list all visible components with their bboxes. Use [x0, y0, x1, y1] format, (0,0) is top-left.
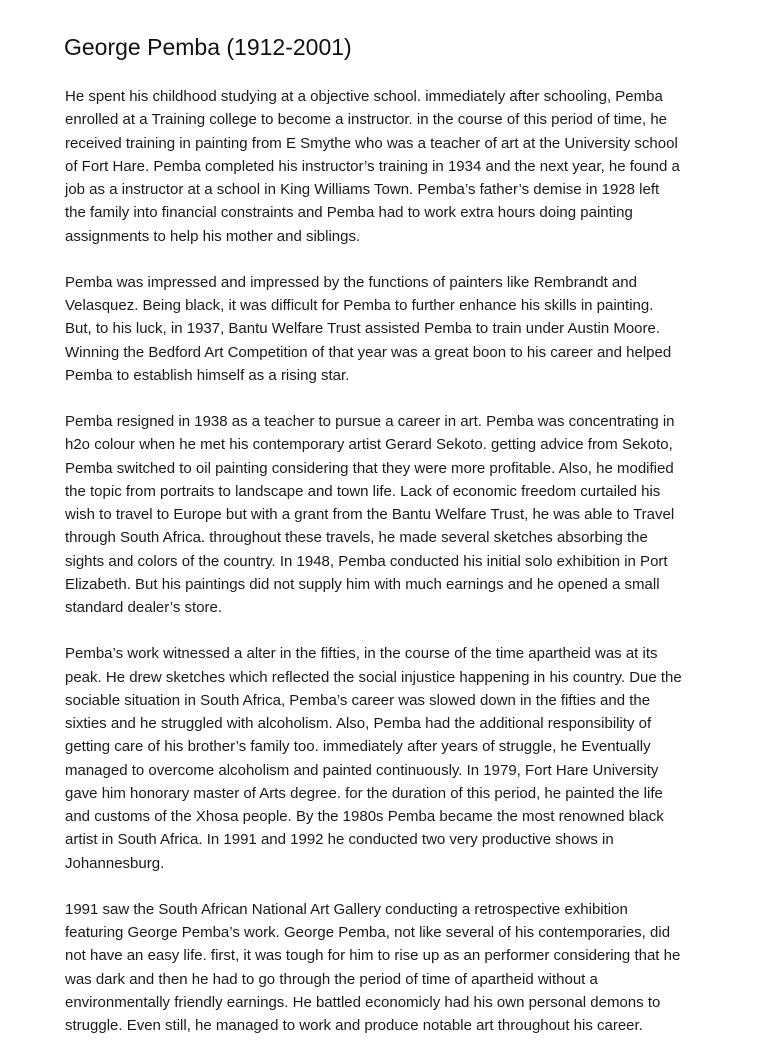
- text-line: wish to travel to Europe but with a grant from the Bantu Welfare Trust, he was able to Travel: [65, 506, 675, 523]
- text-line: sociable situation in South Africa, Pemba’s career was slowed down in the fifties and the: [65, 691, 651, 709]
- text-line: assignments to help his mother and siblings.: [65, 227, 361, 245]
- text-line: Pemba was impressed and impressed by the functions of painters like Rembrandt and: [65, 273, 637, 291]
- text-line: Pemba switched to oil painting considering that they were more profitable. Also, he modified: [65, 459, 674, 477]
- paragraph-3: [65, 410, 725, 619]
- text-line: was dark and then he had to go through the period of time of apartheid without a: [65, 970, 598, 988]
- text-line: sixties and he struggled with alcoholism. Also, Pemba had the additional responsibility of: [65, 715, 652, 732]
- text-line: 1991 saw the South African National Art Gallery conducting a retrospective exhibition: [65, 900, 628, 918]
- text-line: sights and colors of the country. In 1948, Pemba conducted his initial solo exhibition in Port: [65, 552, 668, 570]
- text-line: standard dealer’s store.: [65, 599, 223, 616]
- text-line: featuring George Pemba’s work. George Pemba, not like several of his contemporaries, did: [65, 924, 671, 941]
- text-line: gave him honorary master of Arts degree. for the duration of this period, he painted the life: [65, 784, 663, 802]
- text-line: and customs of the Xhosa people. By the 1980s Pemba became the most renowned black: [65, 808, 664, 825]
- paragraph-4: [65, 642, 725, 875]
- text-line: artist in South Africa. In 1991 and 1992 he conducted two very productive shows in: [65, 831, 614, 849]
- text-line: Pemba’s work witnessed a alter in the fifties, in the course of the time apartheid was at its: [65, 645, 658, 663]
- text-line: received training in painting from E Smythe who was a teacher of art at the University school: [65, 134, 678, 152]
- text-line: through South Africa. throughout these travels, he made several sketches absorbing the: [65, 529, 648, 547]
- text-line: h2o colour when he met his contemporary artist Gerard Sekoto. getting advice from Sekoto,: [65, 436, 673, 454]
- text-line: Elizabeth. But his paintings did not supply him with much earnings and he opened a small: [65, 575, 660, 593]
- text-line: Pemba to establish himself as a rising star.: [65, 366, 350, 384]
- text-line: environmentally friendly earnings. He battled economicly had his own personal demons to: [65, 993, 661, 1011]
- page-title: George Pemba (1912-2001): [64, 34, 352, 60]
- text-line: the topic from portraits to landscape and town life. Lack of economic freedom curtailed his: [65, 482, 661, 500]
- text-line: of Fort Hare. Pemba completed his instructor’s training in 1934 and the next year, he found a: [65, 157, 680, 175]
- text-line: Pemba resigned in 1938 as a teacher to pursue a career in art. Pemba was concentrating in: [65, 413, 675, 430]
- text-line: Winning the Bedford Art Competition of that year was a great boon to his career and helped: [65, 343, 672, 361]
- text-line: job as a instructor at a school in King Williams Town. Pemba’s father’s demise in 1928 left: [65, 181, 660, 198]
- text-line: the family into financial constraints and Pemba had to work extra hours doing painting: [65, 204, 633, 222]
- text-line: peak. He drew sketches which reflected the social injustice happening in his country. Due the: [65, 668, 682, 686]
- text-line: struggle. Even still, he managed to work and produce notable art throughout his career.: [65, 1017, 643, 1034]
- text-line: Johannesburg.: [65, 854, 165, 872]
- text-line: enrolled at a Training college to become a instructor. in the course of this period of time, he: [65, 111, 668, 129]
- paragraph-2: [65, 271, 725, 387]
- document-body: [65, 85, 725, 1060]
- text-line: getting care of his brother’s family too. immediately after years of struggle, he Eventually: [65, 738, 651, 756]
- text-line: not have an easy life. first, it was tough for him to rise up as an performer considering that he: [65, 947, 681, 965]
- text-line: Velasquez. Being black, it was difficult for Pemba to further enhance his skills in painting.: [65, 297, 654, 314]
- text-line: He spent his childhood studying at a objective school. immediately after schooling, Pemba: [65, 88, 663, 105]
- paragraph-5: [65, 898, 725, 1038]
- paragraph-1: [65, 85, 725, 248]
- text-line: managed to overcome alcoholism and painted continuously. In 1979, Fort Hare University: [65, 761, 659, 779]
- text-line: But, to his luck, in 1937, Bantu Welfare Trust assisted Pemba to train under Austin Moore.: [65, 320, 661, 338]
